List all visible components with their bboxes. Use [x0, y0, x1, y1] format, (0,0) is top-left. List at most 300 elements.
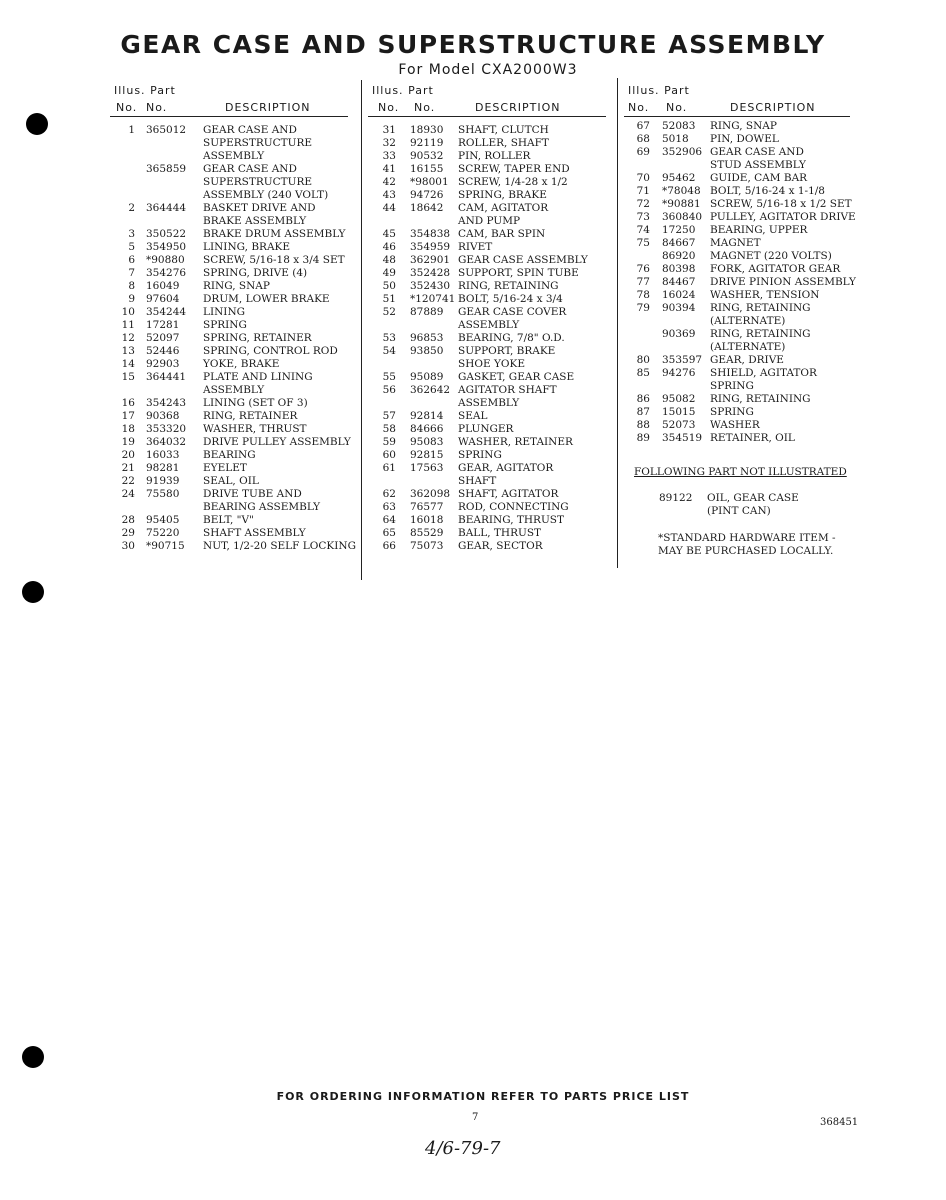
part-number: 94276 [662, 367, 696, 379]
illus-number: 6 [128, 254, 135, 266]
part-description: PLATE AND LINING [203, 371, 313, 383]
illus-number: 11 [121, 319, 135, 331]
part-description: RING, SNAP [710, 120, 777, 132]
table-row [624, 328, 854, 341]
part-number: 90369 [662, 328, 696, 340]
table-row [110, 540, 356, 553]
table-row [624, 380, 854, 393]
table-row [368, 501, 608, 514]
part-number: 354276 [146, 267, 187, 279]
part-number: 75073 [410, 540, 444, 552]
part-description: SEAL, OIL [203, 475, 259, 487]
column-header: Illus. Part No. No. DESCRIPTION [110, 84, 350, 118]
parts-list-1 [110, 124, 356, 553]
part-description: BEARING, 7/8" O.D. [458, 332, 565, 344]
part-number: *90881 [662, 198, 701, 210]
illus-number: 22 [121, 475, 135, 487]
table-row [110, 514, 350, 527]
part-number: 87889 [410, 306, 444, 318]
illus-number: 64 [382, 514, 396, 526]
part-description: RETAINER, OIL [710, 432, 795, 444]
parts-list-3 [624, 120, 854, 445]
table-row [624, 289, 854, 302]
table-row [110, 241, 350, 254]
part-description: SEAL [458, 410, 488, 422]
illus-number: 12 [121, 332, 135, 344]
table-row [368, 397, 608, 410]
illus-number: 77 [636, 276, 650, 288]
part-description: SUPPORT, BRAKE [458, 345, 556, 357]
table-row [624, 302, 854, 315]
standard-hardware-note-2: MAY BE PURCHASED LOCALLY. [658, 545, 834, 557]
part-number: 92119 [410, 137, 444, 149]
illus-number: 54 [382, 345, 396, 357]
part-number: 98281 [146, 462, 180, 474]
standard-hardware-note: *STANDARD HARDWARE ITEM - [658, 532, 836, 544]
table-row [110, 397, 350, 410]
part-description: BEARING, THRUST [458, 514, 565, 526]
part-number: 18930 [410, 124, 444, 136]
table-row [368, 228, 608, 241]
table-row [368, 384, 608, 397]
table-row [368, 410, 608, 423]
table-row [110, 345, 350, 358]
part-number: 354950 [146, 241, 187, 253]
document-number: 368451 [820, 1117, 859, 1128]
page-subtitle: For Model CXA2000W3 [398, 62, 578, 78]
illus-number: 13 [121, 345, 135, 357]
illus-number: 30 [121, 540, 135, 552]
illus-number: 56 [382, 384, 396, 396]
part-number: *98001 [410, 176, 449, 188]
illus-number: 41 [382, 163, 396, 175]
part-description: BOLT, 5/16-24 x 1-1/8 [710, 185, 825, 197]
part-description: (ALTERNATE) [710, 315, 786, 327]
part-number: 354243 [146, 397, 187, 409]
illus-number: 21 [121, 462, 135, 474]
part-description: WASHER, THRUST [203, 423, 307, 435]
table-row [368, 540, 608, 553]
table-row [368, 202, 608, 215]
illus-number: 68 [636, 133, 650, 145]
part-number: 352906 [662, 146, 703, 158]
table-row [624, 276, 854, 289]
table-row [624, 250, 854, 263]
illus-number: 69 [636, 146, 650, 158]
part-number: 364441 [146, 371, 187, 383]
part-description: RIVET [458, 241, 493, 253]
part-description: SUPERSTRUCTURE [203, 176, 313, 188]
table-row [368, 332, 608, 345]
table-row [110, 254, 350, 267]
part-number: 353597 [662, 354, 703, 366]
part-description: GEAR CASE COVER [458, 306, 567, 318]
part-number: 350522 [146, 228, 187, 240]
table-row [110, 410, 350, 423]
table-row [368, 254, 608, 267]
table-row [110, 306, 350, 319]
part-number: 52083 [662, 120, 696, 132]
part-description: DRIVE TUBE AND [203, 488, 302, 500]
part-number: 52446 [146, 345, 180, 357]
table-row [368, 319, 608, 332]
part-number: 95089 [410, 371, 444, 383]
part-number: 16018 [410, 514, 444, 526]
illus-number: 43 [382, 189, 396, 201]
illus-number: 1 [128, 124, 135, 136]
illus-number: 10 [121, 306, 135, 318]
table-row [110, 176, 350, 189]
part-description: GUIDE, CAM BAR [710, 172, 808, 184]
part-description: SPRING [710, 380, 754, 392]
table-row [368, 423, 608, 436]
part-number: 92815 [410, 449, 444, 461]
part-number: 362098 [410, 488, 451, 500]
extra-part-desc-2: (PINT CAN) [707, 505, 771, 517]
part-description: SCREW, 5/16-18 x 1/2 SET [710, 198, 852, 210]
part-description: GEAR CASE ASSEMBLY [458, 254, 588, 266]
illus-number: 20 [121, 449, 135, 461]
illus-number: 89 [636, 432, 650, 444]
part-description: LINING, BRAKE [203, 241, 291, 253]
illus-number: 46 [382, 241, 396, 253]
table-row [110, 150, 350, 163]
table-row [110, 202, 350, 215]
table-row [368, 176, 608, 189]
part-description: LINING (SET OF 3) [203, 397, 308, 409]
part-description: MAGNET [710, 237, 761, 249]
illus-number: 73 [636, 211, 650, 223]
part-number: 93850 [410, 345, 444, 357]
part-description: ASSEMBLY [458, 397, 520, 409]
table-row [368, 267, 608, 280]
illus-number: 31 [382, 124, 396, 136]
part-number: *90880 [146, 254, 185, 266]
part-number: 17250 [662, 224, 696, 236]
part-description: WASHER, RETAINER [458, 436, 573, 448]
part-number: 90532 [410, 150, 444, 162]
table-row [368, 163, 608, 176]
part-number: 362901 [410, 254, 451, 266]
part-description: BEARING, UPPER [710, 224, 808, 236]
illus-number: 67 [636, 120, 650, 132]
illus-number: 9 [128, 293, 135, 305]
part-description: SCREW, 1/4-28 x 1/2 [458, 176, 568, 188]
part-description: SHAFT, CLUTCH [458, 124, 549, 136]
part-description: EYELET [203, 462, 247, 474]
part-description: DRUM, LOWER BRAKE [203, 293, 330, 305]
illus-number: 66 [382, 540, 396, 552]
table-row [624, 341, 854, 354]
part-number: 16024 [662, 289, 696, 301]
table-row [110, 371, 350, 384]
part-number: *90715 [146, 540, 185, 552]
part-description: BEARING [203, 449, 256, 461]
table-row [368, 371, 608, 384]
part-number: 17563 [410, 462, 444, 474]
parts-column-1 [110, 84, 356, 553]
table-row [110, 527, 350, 540]
table-row [110, 332, 350, 345]
illus-number: 49 [382, 267, 396, 279]
page-title: GEAR CASE AND SUPERSTRUCTURE ASSEMBLY [120, 30, 826, 59]
part-number: 354519 [662, 432, 703, 444]
part-number: 354838 [410, 228, 451, 240]
illus-number: 2 [128, 202, 135, 214]
punch-hole-bottom [22, 1046, 44, 1068]
table-row [110, 501, 350, 514]
table-row [368, 436, 608, 449]
part-description: SPRING, RETAINER [203, 332, 312, 344]
part-description: BASKET DRIVE AND [203, 202, 316, 214]
part-number: 84666 [410, 423, 444, 435]
illus-number: 76 [636, 263, 650, 275]
illus-number: 80 [636, 354, 650, 366]
illus-number: 33 [382, 150, 396, 162]
part-number: 52097 [146, 332, 180, 344]
part-description: GEAR, SECTOR [458, 540, 543, 552]
part-number: 85529 [410, 527, 444, 539]
part-description: RING, RETAINING [710, 328, 811, 340]
part-description: AND PUMP [458, 215, 521, 227]
part-description: BOLT, 5/16-24 x 3/4 [458, 293, 563, 305]
illus-number: 8 [128, 280, 135, 292]
table-row [110, 215, 350, 228]
table-row [368, 358, 608, 371]
part-description: RING, RETAINING [710, 393, 811, 405]
part-description: GEAR CASE AND [203, 163, 297, 175]
part-number: 17281 [146, 319, 180, 331]
column-divider-1 [361, 80, 362, 580]
illus-number: 7 [128, 267, 135, 279]
part-number: 354959 [410, 241, 451, 253]
extra-part-number: 89122 [659, 492, 693, 504]
illus-number: 42 [382, 176, 396, 188]
illus-number: 86 [636, 393, 650, 405]
illus-number: 75 [636, 237, 650, 249]
part-description: PIN, ROLLER [458, 150, 531, 162]
table-row [368, 462, 608, 475]
punch-hole-top [26, 113, 48, 135]
part-number: 15015 [662, 406, 696, 418]
part-description: SPRING [458, 449, 502, 461]
part-description: LINING [203, 306, 246, 318]
table-row [368, 527, 608, 540]
table-row [368, 514, 608, 527]
illus-number: 5 [128, 241, 135, 253]
table-row [624, 367, 854, 380]
part-number: 91939 [146, 475, 180, 487]
part-number: 95083 [410, 436, 444, 448]
table-row [110, 124, 350, 137]
part-number: 86920 [662, 250, 696, 262]
part-description: SUPPORT, SPIN TUBE [458, 267, 579, 279]
table-row [624, 432, 854, 445]
part-description: GASKET, GEAR CASE [458, 371, 575, 383]
part-number: 364444 [146, 202, 187, 214]
illus-number: 87 [636, 406, 650, 418]
illus-number: 61 [382, 462, 396, 474]
part-number: 80398 [662, 263, 696, 275]
part-description: SCREW, TAPER END [458, 163, 570, 175]
table-row [368, 215, 608, 228]
column-header: Illus. Part No. No. DESCRIPTION [368, 84, 608, 118]
part-number: 92903 [146, 358, 180, 370]
part-number: 90394 [662, 302, 696, 314]
illus-number: 44 [382, 202, 396, 214]
part-description: SPRING, BRAKE [458, 189, 547, 201]
part-description: SPRING, DRIVE (4) [203, 267, 308, 279]
part-description: AGITATOR SHAFT [458, 384, 557, 396]
table-row [368, 189, 608, 202]
table-row [368, 449, 608, 462]
illus-number: 19 [121, 436, 135, 448]
table-row [624, 120, 854, 133]
part-description: STUD ASSEMBLY [710, 159, 806, 171]
part-description: SCREW, 5/16-18 x 3/4 SET [203, 254, 345, 266]
table-row [110, 488, 350, 501]
illus-number: 15 [121, 371, 135, 383]
part-description: FORK, AGITATOR GEAR [710, 263, 841, 275]
part-number: 352428 [410, 267, 451, 279]
table-row [624, 354, 854, 367]
table-row [624, 224, 854, 237]
table-row [624, 159, 854, 172]
table-row [624, 198, 854, 211]
table-row [368, 280, 608, 293]
table-row [368, 137, 608, 150]
part-description: SPRING [710, 406, 754, 418]
table-row [368, 124, 608, 137]
part-number: 75580 [146, 488, 180, 500]
part-description: SHAFT [458, 475, 497, 487]
illus-number: 63 [382, 501, 396, 513]
part-description: SPRING [203, 319, 247, 331]
part-description: ROD, CONNECTING [458, 501, 569, 513]
table-row [110, 423, 350, 436]
illus-number: 52 [382, 306, 396, 318]
page-number: 7 [472, 1112, 479, 1123]
part-description: RING, RETAINING [458, 280, 559, 292]
part-description: GEAR, DRIVE [710, 354, 784, 366]
illus-number: 79 [636, 302, 650, 314]
part-number: 52073 [662, 419, 696, 431]
part-description: (ALTERNATE) [710, 341, 786, 353]
illus-number: 72 [636, 198, 650, 210]
part-description: SHOE YOKE [458, 358, 526, 370]
part-description: SHAFT ASSEMBLY [203, 527, 306, 539]
part-number: 354244 [146, 306, 187, 318]
illus-number: 70 [636, 172, 650, 184]
part-description: ASSEMBLY [458, 319, 520, 331]
part-description: GEAR CASE AND [203, 124, 297, 136]
table-row [624, 211, 854, 224]
part-number: 365859 [146, 163, 187, 175]
part-number: 16049 [146, 280, 180, 292]
illus-number: 18 [121, 423, 135, 435]
table-row [110, 384, 350, 397]
table-row [110, 319, 350, 332]
part-number: 16033 [146, 449, 180, 461]
table-row [110, 475, 350, 488]
table-row [110, 189, 350, 202]
part-description: PLUNGER [458, 423, 514, 435]
part-number: 76577 [410, 501, 444, 513]
illus-number: 65 [382, 527, 396, 539]
part-description: GEAR CASE AND [710, 146, 804, 158]
table-row [624, 393, 854, 406]
table-row [624, 146, 854, 159]
table-row [368, 306, 608, 319]
part-number: 352430 [410, 280, 451, 292]
table-row [368, 488, 608, 501]
part-number: 95405 [146, 514, 180, 526]
parts-column-2 [368, 84, 608, 553]
table-row [368, 345, 608, 358]
part-description: ASSEMBLY [203, 384, 265, 396]
part-number: 95082 [662, 393, 696, 405]
table-row [368, 150, 608, 163]
part-description: RING, SNAP [203, 280, 270, 292]
illus-number: 32 [382, 137, 396, 149]
part-number: 360840 [662, 211, 703, 223]
part-number: 97604 [146, 293, 180, 305]
illus-number: 45 [382, 228, 396, 240]
table-row [624, 172, 854, 185]
part-description: YOKE, BRAKE [203, 358, 280, 370]
part-number: 84467 [662, 276, 696, 288]
illus-number: 59 [382, 436, 396, 448]
table-row [110, 449, 350, 462]
part-description: BELT, "V" [203, 514, 254, 526]
illus-number: 62 [382, 488, 396, 500]
illus-number: 55 [382, 371, 396, 383]
illus-number: 29 [121, 527, 135, 539]
table-row [110, 267, 350, 280]
illus-number: 51 [382, 293, 396, 305]
part-description: BALL, THRUST [458, 527, 542, 539]
part-number: 75220 [146, 527, 180, 539]
part-description: ASSEMBLY (240 VOLT) [203, 189, 329, 201]
part-description: DRIVE PULLEY ASSEMBLY [203, 436, 351, 448]
table-row [110, 137, 350, 150]
table-row [624, 406, 854, 419]
part-number: 18642 [410, 202, 444, 214]
part-description: SUPERSTRUCTURE [203, 137, 313, 149]
part-number: 5018 [662, 133, 689, 145]
part-description: RING, RETAINER [203, 410, 298, 422]
part-description: DRIVE PINION ASSEMBLY [710, 276, 856, 288]
illus-number: 17 [121, 410, 135, 422]
illus-number: 28 [121, 514, 135, 526]
table-row [624, 263, 854, 276]
illus-number: 53 [382, 332, 396, 344]
handwritten-note: 4/6-79-7 [425, 1138, 501, 1159]
part-number: 92814 [410, 410, 444, 422]
table-row [624, 237, 854, 250]
table-row [110, 436, 350, 449]
column-header: Illus. Part No. No. DESCRIPTION [624, 84, 854, 118]
part-number: 364032 [146, 436, 187, 448]
part-description: RING, RETAINING [710, 302, 811, 314]
illus-number: 14 [121, 358, 135, 370]
part-description: CAM, BAR SPIN [458, 228, 546, 240]
illus-number: 60 [382, 449, 396, 461]
illus-number: 57 [382, 410, 396, 422]
part-description: PIN, DOWEL [710, 133, 779, 145]
part-number: *78048 [662, 185, 701, 197]
illus-number: 50 [382, 280, 396, 292]
